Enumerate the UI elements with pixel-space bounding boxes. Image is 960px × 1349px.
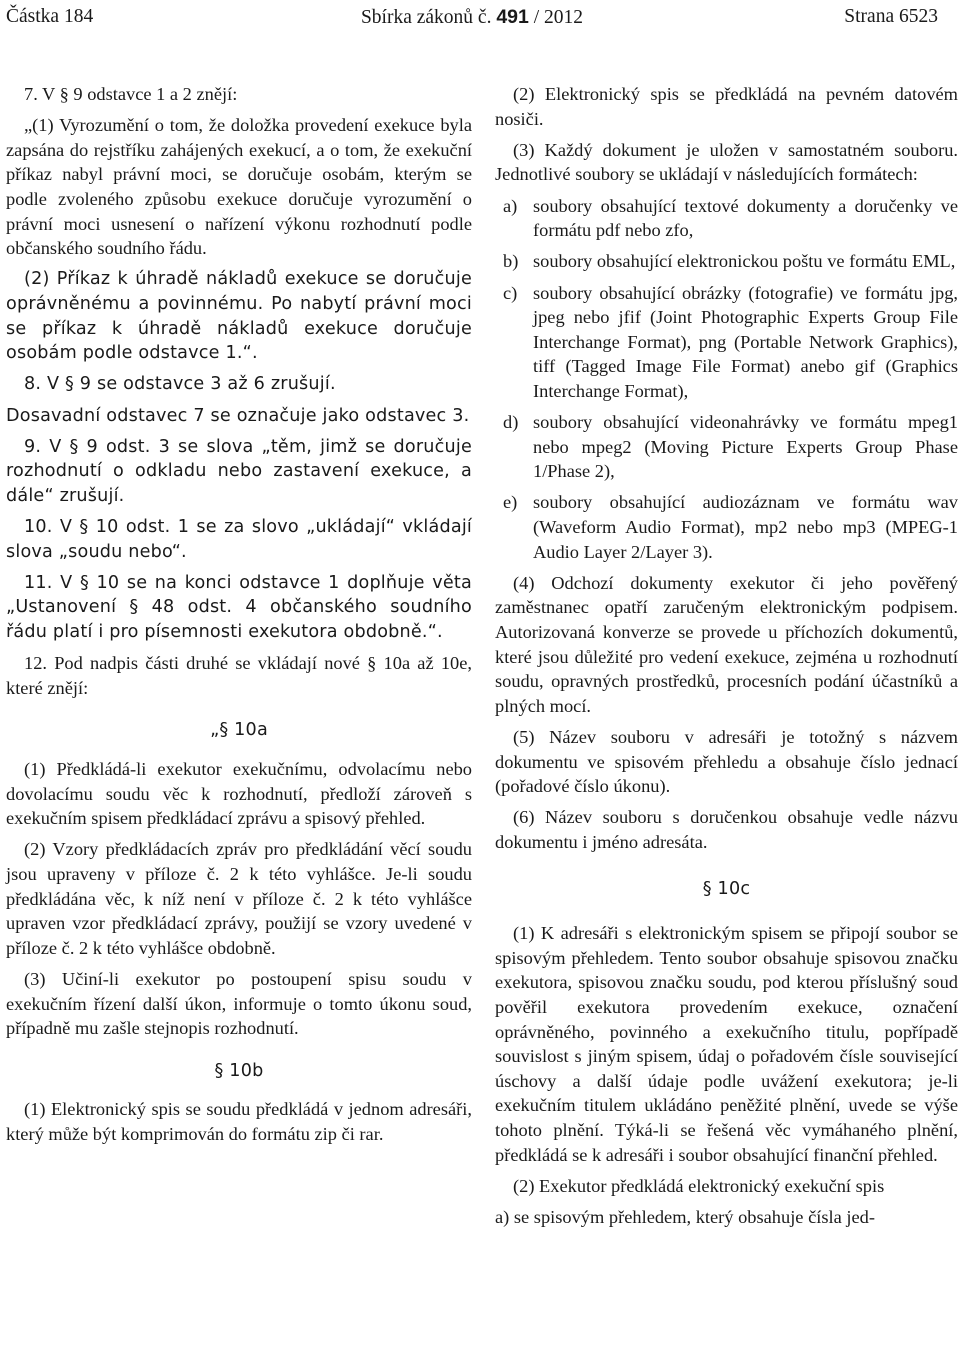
list-item [495, 490, 958, 564]
paragraph: (6) Název souboru s doručenkou obsahuje vedle názvu dokumentu i jméno adresáta. [495, 807, 958, 852]
paragraph: (2) Příkaz k úhradě nákladů exekuce se doručuje oprávněnému a povinnému. Po nabytí právní moci se příkaz k úhradě nákladů exekuce doručuje osobám podle odstavce 1.“. [6, 269, 472, 364]
header-year: / 2012 [533, 7, 584, 28]
paragraph: 12. Pod nadpis části druhé se vkládají nové § 10a až 10e, které znějí: [6, 653, 472, 698]
paragraph: (1) K adresáři s elektronickým spisem se připojí soubor se spisovým přehledem. Tento soubor obsahuje spisovou značku exekutora, spisovou značku soudu, pod kterou příslušný soud pověřil exekutora provedením exekuce, označení oprávněného, povinného a exekučního titulu, popřípadě souvislost s jiným spisem, údaj o pořadovém čísle související úschovy a další údaje podle uvážení exekutora; je-li exekučním titulem ukládáno peněžité plnění, uvede se výše tohoto plnění. Týká-li se řešená věc vymáhaného plnění, předkládá se k adresáři i soubor obsahující finanční přehled. [495, 923, 958, 1165]
header-collection [6, 2, 938, 33]
list-item-label: c) [503, 282, 518, 303]
header-part: Částka 184 [6, 6, 94, 27]
page-header [6, 2, 938, 32]
paragraph: 7. V § 9 odstavce 1 a 2 znějí: [24, 84, 238, 104]
list-item [495, 281, 958, 404]
paragraph: (2) Exekutor předkládá elektronický exekuční spis [513, 1175, 885, 1196]
section-heading: § 10c [702, 878, 751, 899]
paragraph: 8. V § 9 se odstavce 3 až 6 zrušují. [24, 374, 336, 395]
paragraph: (2) Vzory předkládacích zpráv pro předkládání věcí soudu jsou upraveny v příloze č. 2 k této vyhlášce. Je-li soudu předkládána věc, k níž není v příloze č. 2 k této vyhlášce upraven vzor předkládací zprávy, použijí se vzory uvedené v příloze č. 2 k této vyhlášce obdobně. [6, 839, 472, 958]
paragraph: (5) Název souboru v adresáři je totožný s názvem dokumentu ve spisovém přehledu a obsahuje číslo jednací (pořadové číslo úkonu). [495, 727, 958, 797]
paragraph: (1) Elektronický spis se soudu předkládá v jednom adresáři, který může být komprimován do formátu zip či rar. [6, 1099, 472, 1144]
paragraph: (4) Odchozí dokumenty exekutor či jeho pověřený zaměstnanec opatří zaručeným elektronickým podpisem. Autorizovaná konverze se provede u příchozích dokumentů, které jsou důležité pro vedení exekuce, zejména u rozhodnutí soudu, opravných prostředků, procesních podání účastníků a plných mocí. [495, 572, 958, 716]
list-item [495, 249, 958, 274]
header-page: Strana 6523 [844, 6, 938, 27]
paragraph: (3) Každý dokument je uložen v samostatném souboru. Jednotlivé soubory se ukládají v následujících formátech: [495, 139, 958, 185]
list-item-label: e) [503, 492, 518, 513]
left-column [6, 82, 472, 1153]
right-column [495, 82, 958, 1236]
paragraph: (2) Elektronický spis se předkládá na pevném datovém nosiči. [495, 84, 958, 129]
list-item-text: soubory obsahující videonahrávky ve formátu mpeg1 nebo mpeg2 (Moving Picture Experts Group Phase 1/Phase 2), [533, 412, 958, 482]
paragraph: 11. V § 10 se na konci odstavce 1 doplňuje věta „Ustanovení § 48 odst. 4 občanského soudního řádu platí i pro písemnosti exekutora obdobně.“. [6, 572, 472, 643]
list-item-text: soubory obsahující elektronickou poštu ve formátu EML, [533, 251, 956, 272]
paragraph: 10. V § 10 odst. 1 se za slovo „ukládají“ vkládají slova „soudu nebo“. [6, 517, 472, 562]
list-item-text: soubory obsahující audiozáznam ve formátu wav (Waveform Audio Format), mp2 nebo mp3 (MPEG-1 Audio Layer 2/Layer 3). [533, 492, 958, 562]
list-item-label: a) [503, 195, 518, 216]
list-item-label: b) [503, 251, 519, 272]
paragraph: Dosavadní odstavec 7 se označuje jako odstavec 3. [6, 405, 470, 426]
paragraph: (1) Předkládá-li exekutor exekučnímu, odvolacímu nebo dovolacímu soudu věc k rozhodnutí, předloží zároveň s exekučním spisem předkládací zprávu a spisový přehled. [6, 759, 472, 829]
list-item [495, 194, 958, 243]
paragraph: „(1) Vyrozumění o tom, že doložka provedení exekuce byla zapsána do rejstříku zahájených exekucí, a o tom, že exekuční příkaz nabyl právní moci, se doručuje osobám, kterým se podle zvoleného způsobu exekuce doručuje vyrozumění o právní moci usnesení o nařízení výkonu rozhodnutí podle občanského soudního řádu. [6, 115, 472, 259]
paragraph: 9. V § 9 odst. 3 se slova „těm, jimž se doručuje rozhodnutí o odkladu nebo zastavení exekuce, a dále“ zrušují. [6, 436, 472, 506]
list-item-label: d) [503, 412, 519, 433]
list-item [495, 410, 958, 484]
section-heading: „§ 10a [210, 720, 268, 741]
header-number: 491 [496, 6, 529, 28]
paragraph: (3) Učiní-li exekutor po postoupení spisu soudu v exekučním řízení další úkon, informuje o tomto úkonu soud, případně mu zašle stejnopis rozhodnutí. [6, 968, 472, 1039]
section-heading: § 10b [214, 1060, 264, 1081]
header-collection-prefix: Sbírka zákonů č. [360, 7, 492, 28]
list-item-text: soubory obsahující textové dokumenty a doručenky ve formátu pdf nebo zfo, [533, 195, 958, 241]
paragraph: a) se spisovým přehledem, který obsahuje čísla jed- [495, 1206, 875, 1227]
list-item-text: soubory obsahující obrázky (fotografie) ve formátu jpg, jpeg nebo jfif (Joint Photographic Experts Group File Interchange Format), png (Portable Network Graphics), tiff (Tagged Image File Format) anebo gif (Graphics Interchange Format), [533, 282, 958, 401]
